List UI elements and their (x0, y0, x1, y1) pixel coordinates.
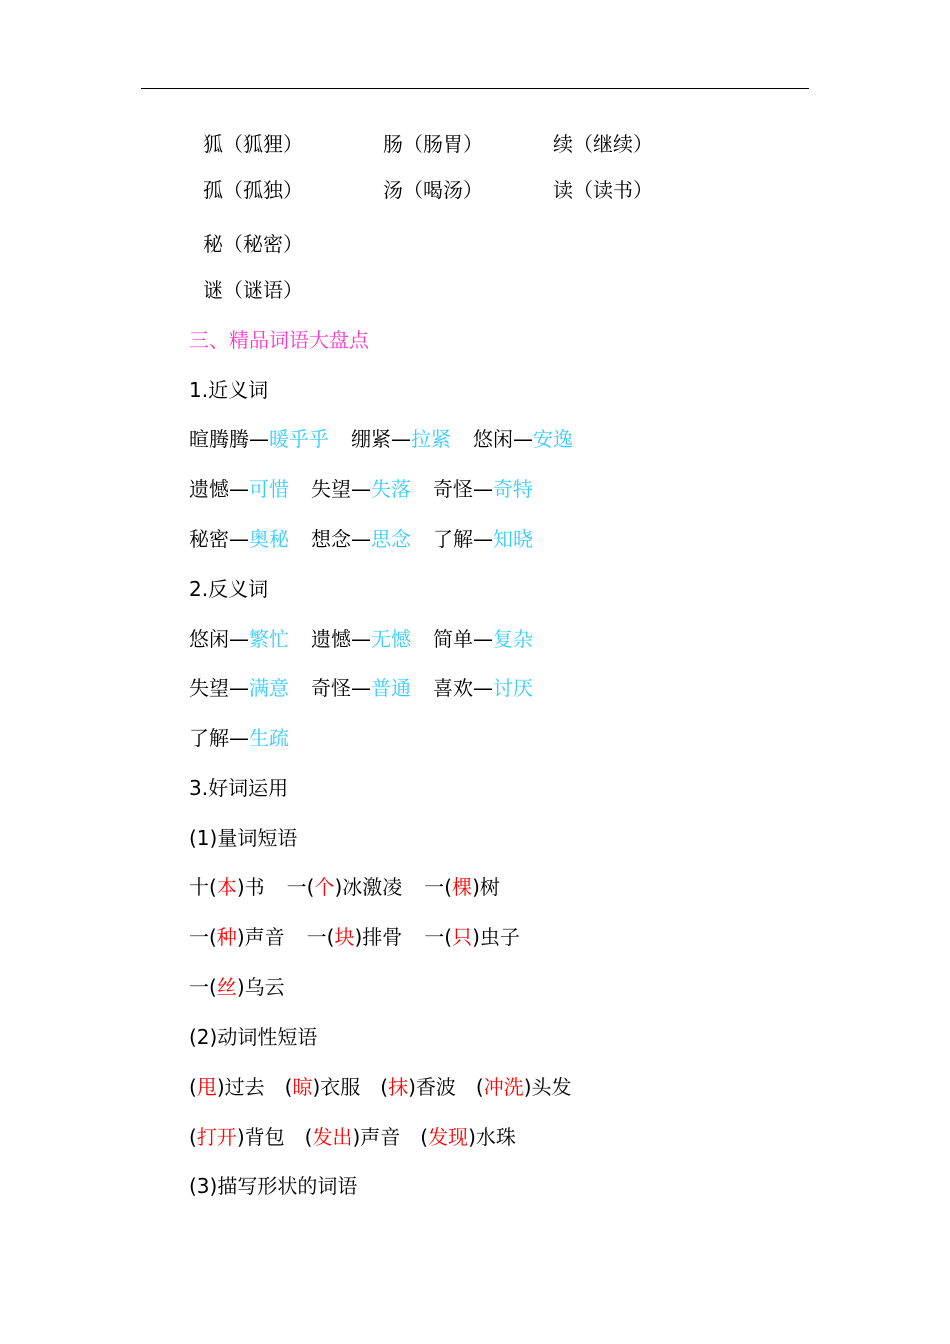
synonym-row: 遗憾—可惜 失望—失落 奇怪—奇特 (189, 477, 533, 501)
measure-row: 一(丝)乌云 (189, 975, 285, 999)
synonyms-title: 1.近义词 (189, 378, 269, 402)
antonym-row: 悠闲—繁忙 遗憾—无憾 简单—复杂 (189, 627, 533, 651)
header-rule (141, 88, 809, 89)
antonym-row: 了解—生疏 (189, 726, 289, 750)
measure-row: 一(种)声音 一(块)排骨 一(只)虫子 (189, 925, 520, 949)
synonym-row: 秘密—奥秘 想念—思念 了解—知晓 (189, 527, 533, 551)
pair-item: 肠（肠胃） (383, 132, 483, 156)
shape-title: (3)描写形状的词语 (189, 1174, 358, 1198)
verb-title: (2)动词性短语 (189, 1025, 318, 1049)
antonym-row: 失望—满意 奇怪—普通 喜欢—讨厌 (189, 676, 533, 700)
pair-item: 读（读书） (553, 178, 653, 202)
pair-item: 谜（谜语） (203, 278, 303, 302)
pair-item: 秘（秘密） (203, 232, 303, 256)
measure-row: 十(本)书 一(个)冰激凌 一(棵)树 (189, 875, 500, 899)
pair-item: 狐（狐狸） (203, 132, 303, 156)
verb-row: (打开)背包 (发出)声音 (发现)水珠 (189, 1125, 516, 1149)
good-words-title: 3.好词运用 (189, 776, 289, 800)
pair-item: 续（继续） (553, 132, 653, 156)
antonyms-title: 2.反义词 (189, 577, 269, 601)
verb-row: (甩)过去 (晾)衣服 (抹)香波 (冲洗)头发 (189, 1075, 572, 1099)
synonym-row: 暄腾腾—暖乎乎 绷紧—拉紧 悠闲—安逸 (189, 427, 573, 451)
measure-title: (1)量词短语 (189, 826, 298, 850)
pair-item: 孤（孤独） (203, 178, 303, 202)
pair-item: 汤（喝汤） (383, 178, 483, 202)
section-title: 三、精品词语大盘点 (189, 328, 369, 352)
